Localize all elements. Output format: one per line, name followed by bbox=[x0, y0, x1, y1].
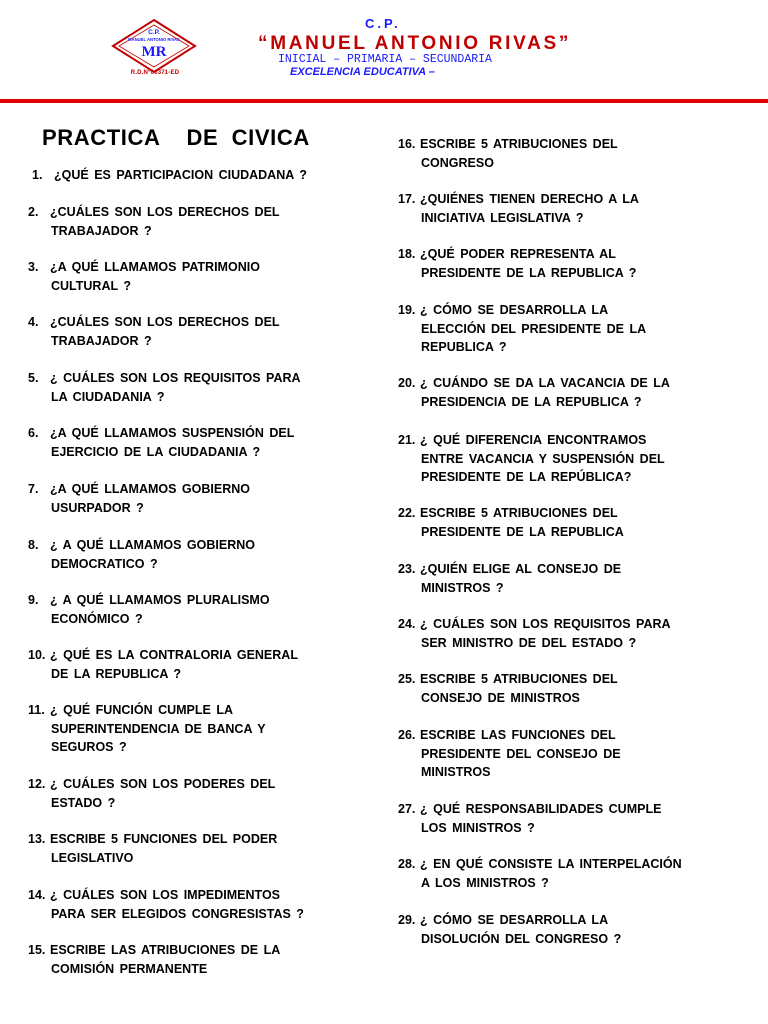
question-number: 6. bbox=[28, 426, 39, 440]
question-item bbox=[28, 258, 260, 295]
question-text: ¿ A QUÉ LLAMAMOS PLURALISMO bbox=[50, 593, 270, 607]
question-text: ¿A QUÉ LLAMAMOS PATRIMONIO bbox=[50, 260, 260, 274]
question-text: CONGRESO bbox=[421, 155, 494, 170]
question-text: PRESIDENTE DE LA REPUBLICA ? bbox=[421, 265, 637, 280]
question-text: ¿ QUÉ RESPONSABILIDADES CUMPLE bbox=[420, 802, 662, 816]
question-item bbox=[28, 313, 280, 350]
question-text: ¿ CUÁLES SON LOS IMPEDIMENTOS bbox=[50, 888, 281, 902]
question-item bbox=[398, 135, 618, 172]
question-text: ¿ QUÉ DIFERENCIA ENCONTRAMOS bbox=[420, 433, 647, 447]
question-text: A LOS MINISTROS ? bbox=[421, 875, 549, 890]
question-number: 9. bbox=[28, 593, 39, 607]
question-item bbox=[398, 855, 682, 892]
question-text: USURPADOR ? bbox=[51, 500, 144, 515]
question-number: 20. bbox=[398, 376, 416, 390]
question-number: 18. bbox=[398, 247, 416, 261]
school-name: “MANUEL ANTONIO RIVAS” bbox=[258, 33, 572, 54]
question-number: 26. bbox=[398, 728, 416, 742]
question-item bbox=[398, 800, 661, 837]
question-text: LA CIUDADANIA ? bbox=[51, 389, 165, 404]
question-number: 14. bbox=[28, 888, 46, 902]
school-motto: EXCELENCIA EDUCATIVA – bbox=[290, 66, 435, 78]
question-text: ESCRIBE 5 ATRIBUCIONES DEL bbox=[420, 672, 618, 686]
question-item bbox=[28, 646, 298, 683]
question-text: LOS MINISTROS ? bbox=[421, 820, 535, 835]
question-text: ¿A QUÉ LLAMAMOS GOBIERNO bbox=[50, 482, 250, 496]
question-number: 12. bbox=[28, 777, 46, 791]
question-number: 15. bbox=[28, 943, 46, 957]
question-number: 22. bbox=[398, 506, 416, 520]
question-number: 1. bbox=[32, 168, 43, 182]
question-item bbox=[28, 701, 266, 757]
question-text: ¿QUIÉN ELIGE AL CONSEJO DE bbox=[420, 562, 622, 576]
question-text: ESCRIBE LAS ATRIBUCIONES DE LA bbox=[50, 943, 281, 957]
question-number: 16. bbox=[398, 137, 416, 151]
question-text: ¿ CÓMO SE DESARROLLA LA bbox=[420, 913, 609, 927]
question-text: ¿ CUÁLES SON LOS PODERES DEL bbox=[50, 777, 276, 791]
question-item bbox=[28, 830, 277, 867]
question-text: PRESIDENTE DEL CONSEJO DE bbox=[421, 746, 621, 761]
question-number: 24. bbox=[398, 617, 416, 631]
question-text: ¿CUÁLES SON LOS DERECHOS DEL bbox=[50, 205, 280, 219]
question-number: 23. bbox=[398, 562, 416, 576]
question-text: DE LA REPUBLICA ? bbox=[51, 666, 182, 681]
question-text: SUPERINTENDENCIA DE BANCA Y bbox=[51, 721, 266, 736]
question-text: CONSEJO DE MINISTROS bbox=[421, 690, 580, 705]
question-text: ¿ CUÁLES SON LOS REQUISITOS PARA bbox=[420, 617, 671, 631]
question-text: MINISTROS bbox=[421, 765, 491, 779]
question-number: 28. bbox=[398, 857, 416, 871]
logo-registration: R.D.N°00371-ED bbox=[130, 70, 180, 76]
question-text: CULTURAL ? bbox=[51, 278, 131, 293]
school-levels: INICIAL – PRIMARIA – SECUNDARIA bbox=[278, 53, 492, 66]
question-text: ¿CUÁLES SON LOS DERECHOS DEL bbox=[50, 315, 280, 329]
question-text: COMISIÓN PERMANENTE bbox=[51, 961, 208, 976]
school-cp: C.P. bbox=[365, 16, 401, 31]
question-item bbox=[28, 775, 275, 812]
question-item bbox=[28, 536, 255, 573]
question-item bbox=[398, 726, 621, 782]
question-item bbox=[398, 190, 639, 227]
question-text: EJERCICIO DE LA CIUDADANIA ? bbox=[51, 444, 261, 459]
question-text: ¿QUIÉNES TIENEN DERECHO A LA bbox=[420, 192, 639, 206]
question-item bbox=[398, 301, 646, 357]
question-item bbox=[28, 480, 250, 517]
question-text: ¿QUÉ PODER REPRESENTA AL bbox=[420, 247, 616, 261]
question-text: SER MINISTRO DE DEL ESTADO ? bbox=[421, 635, 637, 650]
question-text: SEGUROS ? bbox=[51, 740, 127, 754]
question-text: ¿ A QUÉ LLAMAMOS GOBIERNO bbox=[50, 538, 255, 552]
question-text: ¿ CÓMO SE DESARROLLA LA bbox=[420, 303, 609, 317]
question-number: 25. bbox=[398, 672, 416, 686]
question-item bbox=[28, 203, 280, 240]
question-number: 7. bbox=[28, 482, 39, 496]
question-text: TRABAJADOR ? bbox=[51, 223, 152, 238]
question-number: 11. bbox=[28, 703, 45, 717]
question-text: PRESIDENTE DE LA REPÚBLICA? bbox=[421, 470, 632, 484]
question-text: REPUBLICA ? bbox=[421, 340, 507, 354]
question-item bbox=[398, 504, 624, 541]
question-text: ESCRIBE 5 ATRIBUCIONES DEL bbox=[420, 137, 618, 151]
question-text: LEGISLATIVO bbox=[51, 850, 134, 865]
question-item bbox=[398, 615, 671, 652]
question-number: 21. bbox=[398, 433, 416, 447]
question-item bbox=[398, 245, 636, 282]
question-item bbox=[398, 374, 670, 411]
question-text: ¿ CUÁLES SON LOS REQUISITOS PARA bbox=[50, 371, 301, 385]
question-text: ¿ EN QUÉ CONSISTE LA INTERPELACIÓN bbox=[420, 857, 682, 871]
question-item bbox=[398, 560, 621, 597]
question-text: ESCRIBE LAS FUNCIONES DEL bbox=[420, 728, 616, 742]
question-item bbox=[28, 941, 280, 978]
question-text: PRESIDENCIA DE LA REPUBLICA ? bbox=[421, 394, 642, 409]
question-item bbox=[28, 369, 301, 406]
question-number: 4. bbox=[28, 315, 39, 329]
header-divider bbox=[0, 99, 768, 103]
logo-initials: MR bbox=[141, 44, 167, 60]
question-text: ELECCIÓN DEL PRESIDENTE DE LA bbox=[421, 321, 647, 336]
question-text: ¿QUÉ ES PARTICIPACION CIUDADANA ? bbox=[54, 168, 307, 182]
question-number: 5. bbox=[28, 371, 39, 385]
question-text: ESTADO ? bbox=[51, 795, 116, 810]
question-item bbox=[398, 431, 665, 487]
question-number: 19. bbox=[398, 303, 416, 317]
question-number: 10. bbox=[28, 648, 46, 662]
question-text: PARA SER ELEGIDOS CONGRESISTAS ? bbox=[51, 906, 304, 921]
question-number: 17. bbox=[398, 192, 416, 206]
question-number: 27. bbox=[398, 802, 416, 816]
question-number: 29. bbox=[398, 913, 416, 927]
school-crest-icon bbox=[111, 18, 197, 78]
question-number: 3. bbox=[28, 260, 39, 274]
page-title: PRACTICA DE CIVICA bbox=[42, 125, 310, 150]
question-text: ESCRIBE 5 FUNCIONES DEL PODER bbox=[50, 832, 278, 846]
question-item bbox=[28, 424, 294, 461]
question-text: ¿A QUÉ LLAMAMOS SUSPENSIÓN DEL bbox=[50, 426, 295, 440]
question-text: ECONÓMICO ? bbox=[51, 611, 143, 626]
question-text: MINISTROS ? bbox=[421, 580, 504, 595]
question-item bbox=[398, 911, 621, 948]
question-text: DEMOCRATICO ? bbox=[51, 556, 158, 571]
question-item bbox=[28, 886, 304, 923]
question-text: ¿ CUÁNDO SE DA LA VACANCIA DE LA bbox=[420, 376, 670, 390]
question-text: TRABAJADOR ? bbox=[51, 333, 152, 348]
question-number: 8. bbox=[28, 538, 39, 552]
question-text: ESCRIBE 5 ATRIBUCIONES DEL bbox=[420, 506, 618, 520]
question-text: ¿ QUÉ ES LA CONTRALORIA GENERAL bbox=[50, 648, 298, 662]
logo-top-text: C.P. bbox=[148, 29, 160, 36]
question-item bbox=[32, 166, 307, 185]
question-number: 13. bbox=[28, 832, 46, 846]
question-text: ENTRE VACANCIA Y SUSPENSIÓN DEL bbox=[421, 451, 665, 466]
question-text: DISOLUCIÓN DEL CONGRESO ? bbox=[421, 931, 622, 946]
question-item bbox=[28, 591, 270, 628]
question-text: ¿ QUÉ FUNCIÓN CUMPLE LA bbox=[50, 703, 233, 717]
question-text: INICIATIVA LEGISLATIVA ? bbox=[421, 210, 584, 225]
question-text: PRESIDENTE DE LA REPUBLICA bbox=[421, 524, 624, 539]
question-item bbox=[398, 670, 618, 707]
question-number: 2. bbox=[28, 205, 39, 219]
logo-arc-text: MANUEL ANTONIO RIVAS bbox=[128, 37, 180, 42]
